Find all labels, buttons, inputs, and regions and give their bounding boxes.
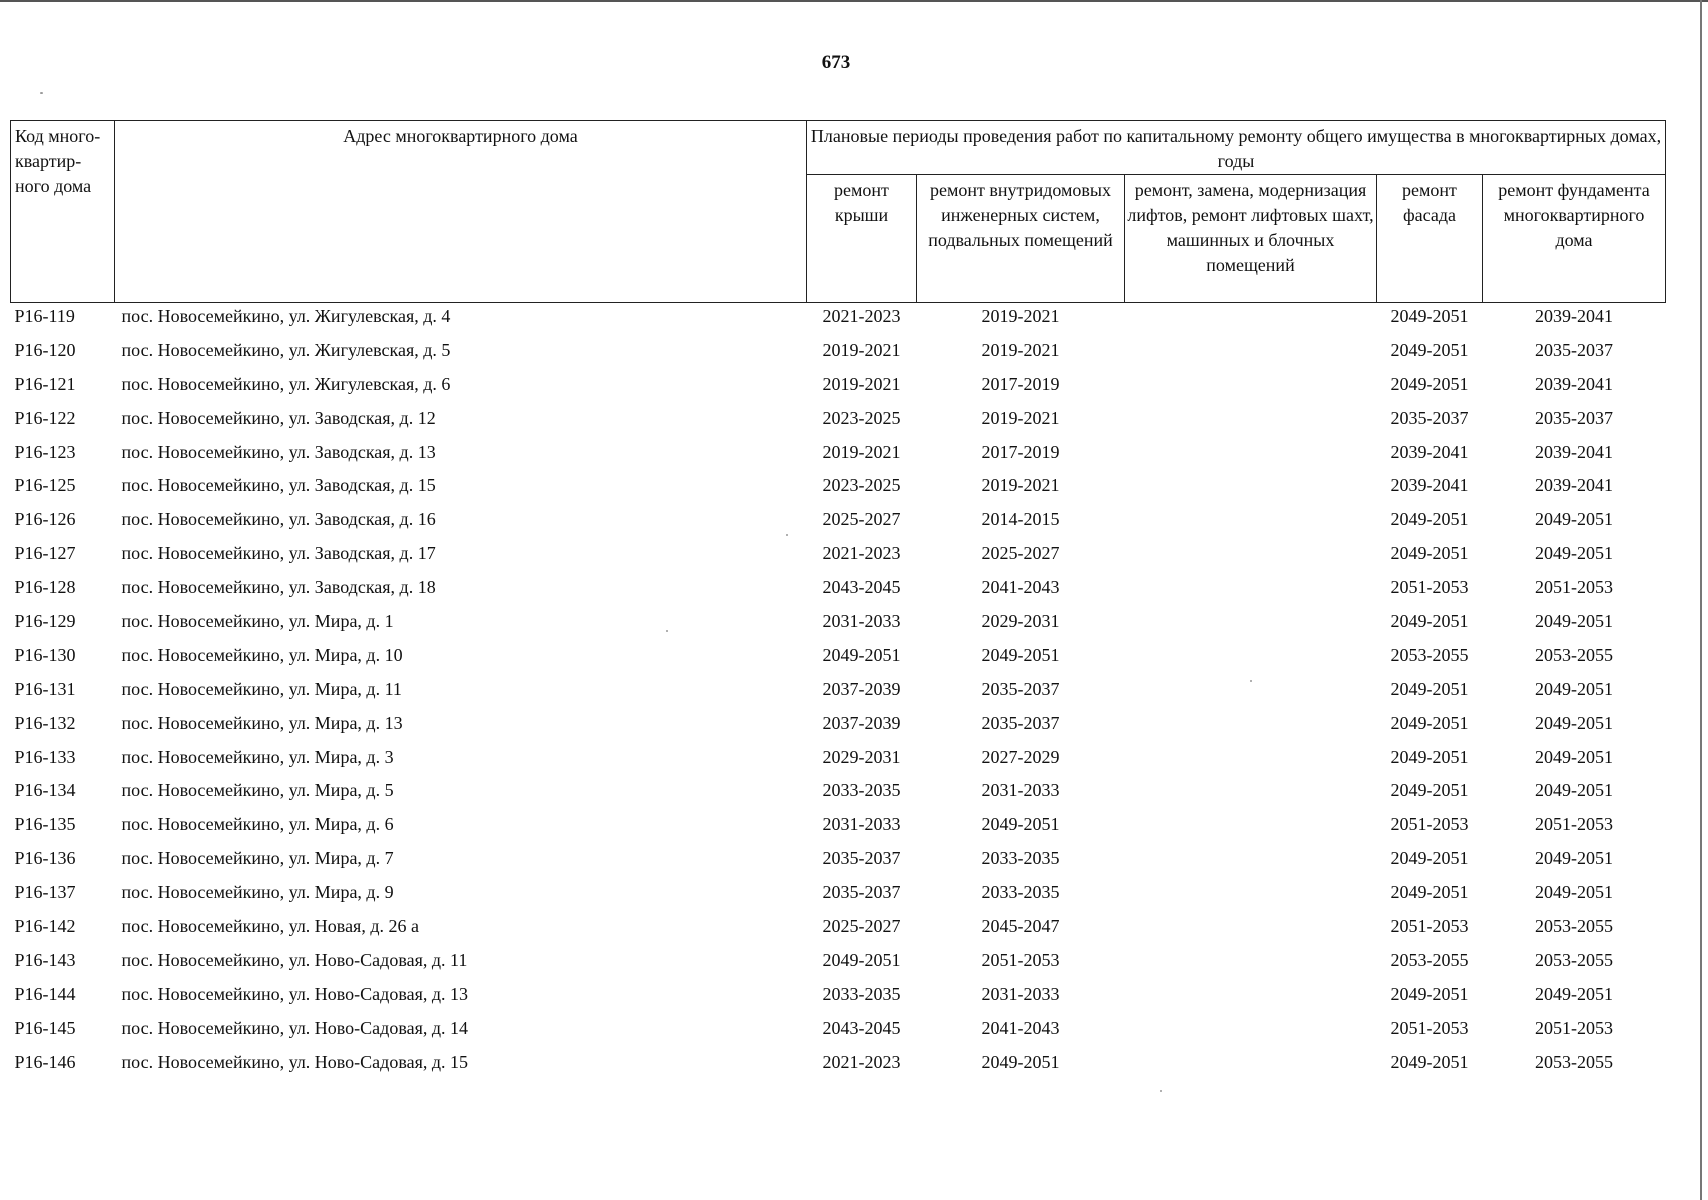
cell-engineering: 2025-2027: [981, 543, 1060, 564]
cell-elevators: [1125, 371, 1377, 405]
cell-roof: 2035-2037: [822, 848, 901, 869]
cell-address: пос. Новосемейкино, ул. Мира, д. 6: [121, 814, 394, 835]
cell-engineering: 2019-2021: [981, 339, 1060, 360]
cell-address: пос. Новосемейкино, ул. Ново-Садовая, д. 13: [121, 983, 469, 1004]
cell-engineering: 2041-2043: [981, 1017, 1060, 1038]
cell-address: пос. Новосемейкино, ул. Ново-Садовая, д. 14: [121, 1017, 469, 1038]
cell-address: пос. Новосемейкино, ул. Заводская, д. 12: [121, 407, 436, 428]
cell-code: P16-128: [14, 577, 76, 598]
cell-engineering: 2041-2043: [981, 577, 1060, 598]
table-row: [11, 506, 1666, 540]
cell-facade: 2049-2051: [1390, 712, 1469, 733]
cell-roof: 2031-2033: [822, 814, 901, 835]
cell-address: пос. Новосемейкино, ул. Заводская, д. 13: [121, 441, 436, 462]
cell-code: P16-129: [14, 611, 76, 632]
table-row: [11, 811, 1666, 845]
cell-elevators: [1125, 676, 1377, 710]
cell-engineering: 2049-2051: [981, 644, 1060, 665]
header-engineering: ремонт внутридомовых инженерных систем, подвальных помещений: [917, 175, 1125, 303]
cell-roof: 2029-2031: [822, 746, 901, 767]
cell-engineering: 2035-2037: [981, 678, 1060, 699]
table-row: [11, 371, 1666, 405]
cell-address: пос. Новосемейкино, ул. Мира, д. 13: [121, 712, 403, 733]
cell-code: P16-143: [14, 949, 76, 970]
cell-address: пос. Новосемейкино, ул. Мира, д. 1: [121, 611, 394, 632]
cell-elevators: [1125, 439, 1377, 473]
table-row: [11, 845, 1666, 879]
cell-address: пос. Новосемейкино, ул. Мира, д. 11: [121, 678, 402, 699]
cell-code: P16-119: [14, 306, 75, 326]
cell-foundation: 2049-2051: [1535, 882, 1613, 903]
cell-roof: 2025-2027: [822, 509, 901, 530]
cell-facade: 2049-2051: [1390, 882, 1469, 903]
cell-engineering: 2017-2019: [981, 373, 1060, 394]
cell-elevators: [1125, 947, 1377, 981]
cell-roof: 2021-2023: [822, 543, 901, 564]
cell-address: пос. Новосемейкино, ул. Жигулевская, д. 5: [121, 339, 451, 360]
table-row: [11, 913, 1666, 947]
cell-foundation: 2049-2051: [1535, 780, 1613, 801]
cell-foundation: 2051-2053: [1535, 814, 1613, 835]
cell-address: пос. Новосемейкино, ул. Заводская, д. 15: [121, 475, 436, 496]
cell-facade: 2049-2051: [1390, 306, 1469, 326]
cell-foundation: 2039-2041: [1535, 441, 1613, 462]
cell-engineering: 2049-2051: [981, 814, 1060, 835]
cell-foundation: 2039-2041: [1535, 306, 1613, 326]
cell-roof: 2019-2021: [822, 441, 901, 462]
table-row: [11, 777, 1666, 811]
cell-foundation: 2039-2041: [1535, 475, 1613, 496]
cell-foundation: 2035-2037: [1535, 339, 1613, 360]
cell-facade: 2051-2053: [1390, 916, 1469, 937]
cell-code: P16-133: [14, 746, 76, 767]
repair-schedule-table: [10, 120, 1666, 1082]
cell-code: P16-137: [14, 882, 76, 903]
cell-address: пос. Новосемейкино, ул. Жигулевская, д. 4: [121, 306, 451, 326]
cell-code: P16-125: [14, 475, 76, 496]
cell-facade: 2049-2051: [1390, 780, 1469, 801]
cell-roof: 2049-2051: [822, 949, 901, 970]
cell-elevators: [1125, 642, 1377, 676]
table-row: [11, 642, 1666, 676]
cell-engineering: 2035-2037: [981, 712, 1060, 733]
cell-code: P16-136: [14, 848, 76, 869]
table-row: [11, 608, 1666, 642]
cell-facade: 2049-2051: [1390, 848, 1469, 869]
cell-address: пос. Новосемейкино, ул. Мира, д. 10: [121, 644, 403, 665]
table-row: [11, 710, 1666, 744]
cell-foundation: 2049-2051: [1535, 611, 1613, 632]
header-foundation: ремонт фундамента многоквартирного дома: [1483, 175, 1666, 303]
cell-code: P16-134: [14, 780, 76, 801]
cell-elevators: [1125, 405, 1377, 439]
cell-code: P16-126: [14, 509, 76, 530]
cell-code: P16-131: [14, 678, 76, 699]
cell-foundation: 2035-2037: [1535, 407, 1613, 428]
cell-elevators: [1125, 506, 1377, 540]
cell-code: P16-120: [14, 339, 76, 360]
cell-foundation: 2039-2041: [1535, 373, 1613, 394]
cell-facade: 2049-2051: [1390, 543, 1469, 564]
cell-code: P16-144: [14, 983, 76, 1004]
cell-elevators: [1125, 777, 1377, 811]
cell-elevators: [1125, 303, 1377, 337]
cell-facade: 2039-2041: [1390, 441, 1469, 462]
cell-foundation: 2049-2051: [1535, 746, 1613, 767]
cell-roof: 2033-2035: [822, 983, 901, 1004]
cell-engineering: 2029-2031: [981, 611, 1060, 632]
scan-speck: [1160, 1090, 1162, 1092]
cell-engineering: 2014-2015: [981, 509, 1060, 530]
cell-roof: 2037-2039: [822, 712, 901, 733]
cell-roof: 2019-2021: [822, 373, 901, 394]
cell-foundation: 2049-2051: [1535, 983, 1613, 1004]
cell-facade: 2049-2051: [1390, 983, 1469, 1004]
header-periods-group: Плановые периоды проведения работ по капитальному ремонту общего имущества в многоквартирных домах, годы: [807, 121, 1666, 175]
cell-address: пос. Новосемейкино, ул. Заводская, д. 16: [121, 509, 436, 530]
table-row: [11, 879, 1666, 913]
table-row: [11, 439, 1666, 473]
cell-facade: 2053-2055: [1390, 949, 1469, 970]
cell-facade: 2049-2051: [1390, 373, 1469, 394]
cell-engineering: 2049-2051: [981, 1051, 1060, 1072]
cell-code: P16-135: [14, 814, 76, 835]
cell-roof: 2035-2037: [822, 882, 901, 903]
table-row: [11, 676, 1666, 710]
cell-code: P16-122: [14, 407, 76, 428]
cell-foundation: 2049-2051: [1535, 678, 1613, 699]
cell-facade: 2049-2051: [1390, 1051, 1469, 1072]
cell-code: P16-145: [14, 1017, 76, 1038]
table-row: [11, 337, 1666, 371]
cell-roof: 2021-2023: [822, 1051, 901, 1072]
cell-roof: 2033-2035: [822, 780, 901, 801]
cell-address: пос. Новосемейкино, ул. Жигулевская, д. 6: [121, 373, 451, 394]
scan-speck: [40, 92, 43, 94]
cell-engineering: 2031-2033: [981, 983, 1060, 1004]
scan-edge-right: [1700, 0, 1702, 1200]
cell-foundation: 2051-2053: [1535, 1017, 1613, 1038]
cell-roof: 2023-2025: [822, 407, 901, 428]
cell-code: P16-121: [14, 373, 76, 394]
header-code: Код много-квартир-ного дома: [11, 121, 115, 303]
cell-facade: 2035-2037: [1390, 407, 1469, 428]
cell-code: P16-127: [14, 543, 76, 564]
cell-roof: 2021-2023: [822, 306, 901, 326]
cell-foundation: 2049-2051: [1535, 848, 1613, 869]
cell-roof: 2037-2039: [822, 678, 901, 699]
cell-address: пос. Новосемейкино, ул. Мира, д. 7: [121, 848, 394, 869]
cell-code: P16-130: [14, 644, 76, 665]
table-row: [11, 947, 1666, 981]
table-row: [11, 405, 1666, 439]
table-row: [11, 1015, 1666, 1049]
page-number: 673: [821, 52, 851, 73]
cell-address: пос. Новосемейкино, ул. Мира, д. 3: [121, 746, 394, 767]
cell-engineering: 2031-2033: [981, 780, 1060, 801]
cell-address: пос. Новосемейкино, ул. Ново-Садовая, д. 11: [121, 949, 468, 970]
cell-facade: 2039-2041: [1390, 475, 1469, 496]
cell-engineering: 2019-2021: [981, 306, 1060, 326]
cell-code: P16-146: [14, 1051, 76, 1072]
header-elevators: ремонт, замена, модернизация лифтов, ремонт лифтовых шахт, машинных и блочных помещений: [1125, 175, 1377, 303]
cell-code: P16-123: [14, 441, 76, 462]
cell-foundation: 2053-2055: [1535, 644, 1613, 665]
cell-facade: 2049-2051: [1390, 678, 1469, 699]
cell-address: пос. Новосемейкино, ул. Заводская, д. 17: [121, 543, 436, 564]
cell-elevators: [1125, 811, 1377, 845]
table-row: [11, 981, 1666, 1015]
cell-code: P16-132: [14, 712, 76, 733]
cell-engineering: 2033-2035: [981, 848, 1060, 869]
cell-roof: 2025-2027: [822, 916, 901, 937]
cell-facade: 2053-2055: [1390, 644, 1469, 665]
cell-engineering: 2027-2029: [981, 746, 1060, 767]
cell-engineering: 2017-2019: [981, 441, 1060, 462]
cell-elevators: [1125, 710, 1377, 744]
header-facade: ремонт фасада: [1377, 175, 1483, 303]
cell-facade: 2051-2053: [1390, 577, 1469, 598]
cell-facade: 2049-2051: [1390, 746, 1469, 767]
cell-address: пос. Новосемейкино, ул. Заводская, д. 18: [121, 577, 436, 598]
table-row: [11, 540, 1666, 574]
cell-foundation: 2053-2055: [1535, 1051, 1613, 1072]
cell-engineering: 2045-2047: [981, 916, 1060, 937]
cell-address: пос. Новосемейкино, ул. Мира, д. 5: [121, 780, 394, 801]
cell-facade: 2049-2051: [1390, 339, 1469, 360]
header-roof: ремонт крыши: [807, 175, 917, 303]
scan-edge-top: [0, 0, 1708, 2]
cell-address: пос. Новосемейкино, ул. Новая, д. 26 а: [121, 916, 419, 937]
cell-elevators: [1125, 913, 1377, 947]
header-address: Адрес многоквартирного дома: [115, 121, 807, 303]
cell-elevators: [1125, 574, 1377, 608]
cell-address: пос. Новосемейкино, ул. Мира, д. 9: [121, 882, 394, 903]
cell-elevators: [1125, 744, 1377, 778]
cell-code: P16-142: [14, 916, 76, 937]
cell-elevators: [1125, 608, 1377, 642]
cell-foundation: 2049-2051: [1535, 712, 1613, 733]
cell-elevators: [1125, 981, 1377, 1015]
cell-elevators: [1125, 1049, 1377, 1083]
cell-elevators: [1125, 337, 1377, 371]
cell-roof: 2031-2033: [822, 611, 901, 632]
table-row: [11, 574, 1666, 608]
cell-elevators: [1125, 1015, 1377, 1049]
table-row: [11, 303, 1666, 337]
cell-elevators: [1125, 472, 1377, 506]
cell-roof: 2043-2045: [822, 577, 901, 598]
cell-engineering: 2019-2021: [981, 407, 1060, 428]
table-header: [11, 121, 1666, 303]
cell-foundation: 2049-2051: [1535, 509, 1613, 530]
cell-address: пос. Новосемейкино, ул. Ново-Садовая, д. 15: [121, 1051, 469, 1072]
cell-roof: 2023-2025: [822, 475, 901, 496]
cell-roof: 2043-2045: [822, 1017, 901, 1038]
cell-engineering: 2051-2053: [981, 949, 1060, 970]
cell-elevators: [1125, 879, 1377, 913]
cell-roof: 2019-2021: [822, 339, 901, 360]
cell-elevators: [1125, 845, 1377, 879]
cell-engineering: 2019-2021: [981, 475, 1060, 496]
table-row: [11, 744, 1666, 778]
cell-foundation: 2053-2055: [1535, 949, 1613, 970]
cell-foundation: 2049-2051: [1535, 543, 1613, 564]
cell-foundation: 2051-2053: [1535, 577, 1613, 598]
cell-foundation: 2053-2055: [1535, 916, 1613, 937]
cell-facade: 2049-2051: [1390, 611, 1469, 632]
table-row: [11, 472, 1666, 506]
cell-engineering: 2033-2035: [981, 882, 1060, 903]
cell-facade: 2051-2053: [1390, 814, 1469, 835]
cell-elevators: [1125, 540, 1377, 574]
cell-roof: 2049-2051: [822, 644, 901, 665]
cell-facade: 2049-2051: [1390, 509, 1469, 530]
table-body: [11, 303, 1666, 1083]
cell-facade: 2051-2053: [1390, 1017, 1469, 1038]
table-row: [11, 1049, 1666, 1083]
